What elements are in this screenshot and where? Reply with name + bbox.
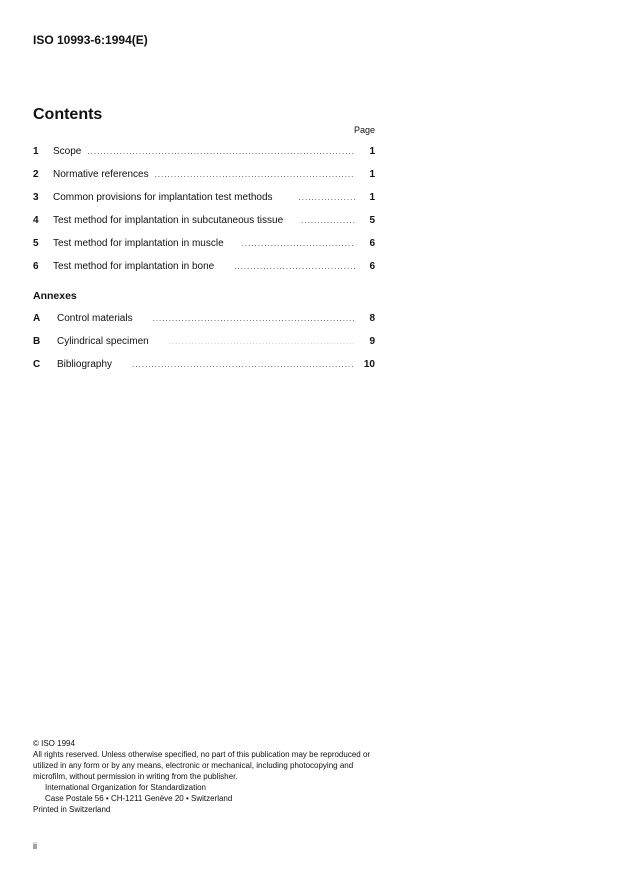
organization-address: Case Postale 56 • CH-1211 Genève 20 • Switzerland (45, 794, 233, 803)
entry-number: 4 (33, 215, 39, 226)
leader-dots (242, 239, 355, 248)
leader-dots (155, 170, 355, 179)
entry-number: 1 (33, 146, 39, 157)
annex-letter: A (33, 313, 41, 324)
toc-entry[interactable] (33, 261, 375, 275)
leader-dots (87, 147, 355, 156)
entry-page: 6 (369, 238, 375, 249)
entry-page: 1 (369, 146, 375, 157)
toc-entry[interactable] (33, 169, 375, 183)
annex-page: 9 (369, 336, 375, 347)
toc-entry[interactable] (33, 192, 375, 206)
copyright-line: © ISO 1994 (33, 739, 75, 748)
printed-in: Printed in Switzerland (33, 805, 111, 814)
annex-text: Cylindrical specimen (57, 336, 149, 347)
entry-page: 1 (369, 169, 375, 180)
page-number: ii (33, 841, 37, 851)
entry-text: Test method for implantation in muscle (53, 238, 224, 249)
leader-dots (169, 337, 355, 346)
entry-text: Scope (53, 146, 82, 157)
leader-dots (234, 262, 355, 271)
page-column-label: Page (353, 125, 375, 135)
toc-entry[interactable] (33, 146, 375, 160)
entry-page: 1 (369, 192, 375, 203)
leader-dots (299, 193, 355, 202)
entry-number: 5 (33, 238, 39, 249)
annex-letter: C (33, 359, 41, 370)
entry-text: Common provisions for implantation test methods (53, 192, 273, 203)
leader-dots (301, 216, 355, 225)
annexes-heading: Annexes (33, 290, 77, 302)
entry-page: 6 (369, 261, 375, 272)
annex-entry[interactable] (33, 336, 375, 350)
contents-title: Contents (33, 106, 103, 123)
toc-entry[interactable] (33, 238, 375, 252)
annex-entry[interactable] (33, 313, 375, 327)
organization-name: International Organization for Standardization (45, 783, 206, 792)
annex-text: Bibliography (57, 359, 113, 370)
leader-dots (153, 314, 355, 323)
entry-text: Normative references (53, 169, 149, 180)
copyright-notice (33, 738, 383, 815)
entry-number: 3 (33, 192, 39, 203)
annex-page: 10 (363, 359, 375, 370)
entry-page: 5 (369, 215, 375, 226)
annex-page: 8 (369, 313, 375, 324)
annex-text: Control materials (57, 313, 133, 324)
entry-text: Test method for implantation in subcutaneous tissue (53, 215, 284, 226)
entry-number: 6 (33, 261, 39, 272)
toc-entry[interactable] (33, 215, 375, 229)
leader-dots (132, 360, 355, 369)
document-header: ISO 10993-6:1994(E) (33, 33, 148, 47)
annex-entry[interactable] (33, 359, 375, 373)
annex-letter: B (33, 336, 41, 347)
entry-number: 2 (33, 169, 39, 180)
rights-statement: All rights reserved. Unless otherwise specified, no part of this publication may be reproduced or utilized in any form or by any means, electronic or mechanical, including photocopying and microfilm, without permission in writing from the publisher. (33, 750, 371, 781)
entry-text: Test method for implantation in bone (53, 261, 215, 272)
